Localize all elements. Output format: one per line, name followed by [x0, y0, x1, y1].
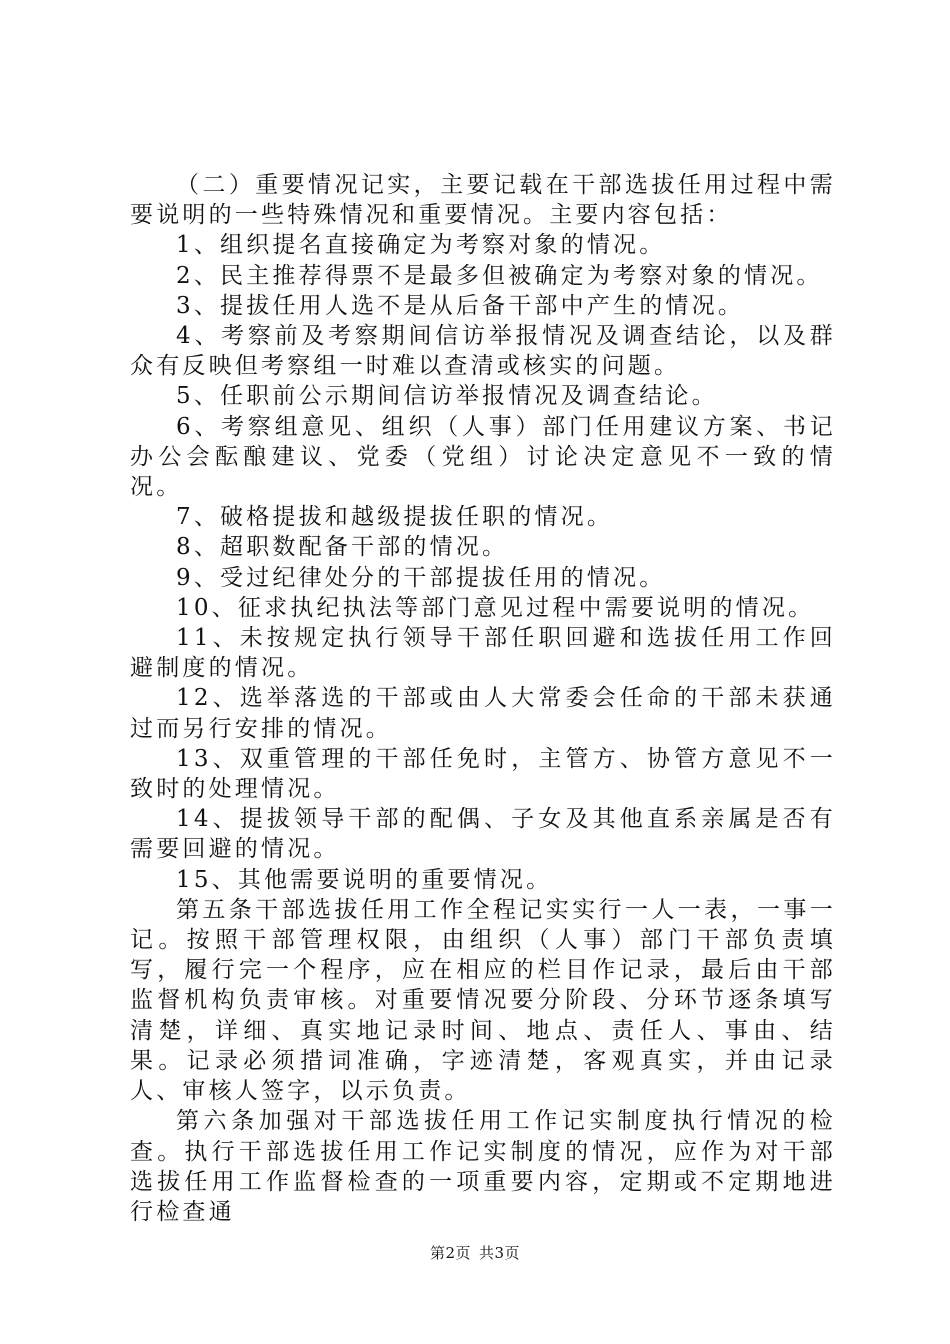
list-item-15: 15、其他需要说明的重要情况。: [176, 866, 553, 893]
list-item-8: 8、超职数配备干部的情况。: [176, 534, 509, 561]
list-item-3: 3、提拔任用人选不是从后备干部中产生的情况。: [176, 292, 745, 319]
list-item-2: 2、民主推荐得票不是最多但被确定为考察对象的情况。: [176, 262, 823, 289]
list-item-9: 9、受过纪律处分的干部提拔任用的情况。: [176, 564, 666, 591]
list-item-1: 1、组织提名直接确定为考察对象的情况。: [176, 232, 666, 259]
page-total: 共3页: [479, 1244, 521, 1262]
list-item-5: 5、任职前公示期间信访举报情况及调查结论。: [176, 383, 718, 410]
article-6-paragraph: 第六条加强对干部选拔任用工作记实制度执行情况的检查。执行干部选拔任用工作记实制度的情况，应作为对干部选拔任用工作监督检查的一项重要内容，定期或不定期地进行检查通: [130, 1108, 836, 1225]
list-item-14: 14、提拔领导干部的配偶、子女及其他直系亲属是否有需要回避的情况。: [130, 806, 836, 863]
document-body: [130, 170, 836, 1225]
list-item-11: 11、未按规定执行领导干部任职回避和选拔任用工作回避制度的情况。: [130, 625, 836, 682]
article-5-paragraph: 第五条干部选拔任用工作全程记实实行一人一表，一事一记。按照干部管理权限，由组织（人事）部门干部负责填写，履行完一个程序，应在相应的栏目作记录，最后由干部监督机构负责审核。对重要情况要分阶段、分环节逐条填写清楚，详细、真实地记录时间、地点、责任人、事由、结果。记录必须措词准确，字迹清楚，客观真实，并由记录人、审核人签字，以示负责。: [130, 896, 836, 1105]
paragraph-important-records: （二）重要情况记实，主要记载在干部选拔任用过程中需要说明的一些特殊情况和重要情况。主要内容包括：: [130, 172, 836, 229]
list-item-10: 10、征求执纪执法等部门意见过程中需要说明的情况。: [176, 594, 815, 621]
page-number: 第2页: [429, 1244, 471, 1262]
page-footer: [0, 1243, 950, 1263]
list-item-13: 13、双重管理的干部任免时，主管方、协管方意见不一致时的处理情况。: [130, 745, 836, 803]
list-item-4: 4、考察前及考察期间信访举报情况及调查结论，以及群众有反映但考察组一时难以查清或核实的问题。: [130, 323, 836, 380]
list-item-12: 12、选举落选的干部或由人大常委会任命的干部未获通过而另行安排的情况。: [130, 685, 836, 742]
list-item-7: 7、破格提拔和越级提拔任职的情况。: [176, 504, 614, 531]
list-item-6: 6、考察组意见、组织（人事）部门任用建议方案、书记办公会酝酿建议、党委（党组）讨论决定意见不一致的情况。: [130, 413, 836, 501]
